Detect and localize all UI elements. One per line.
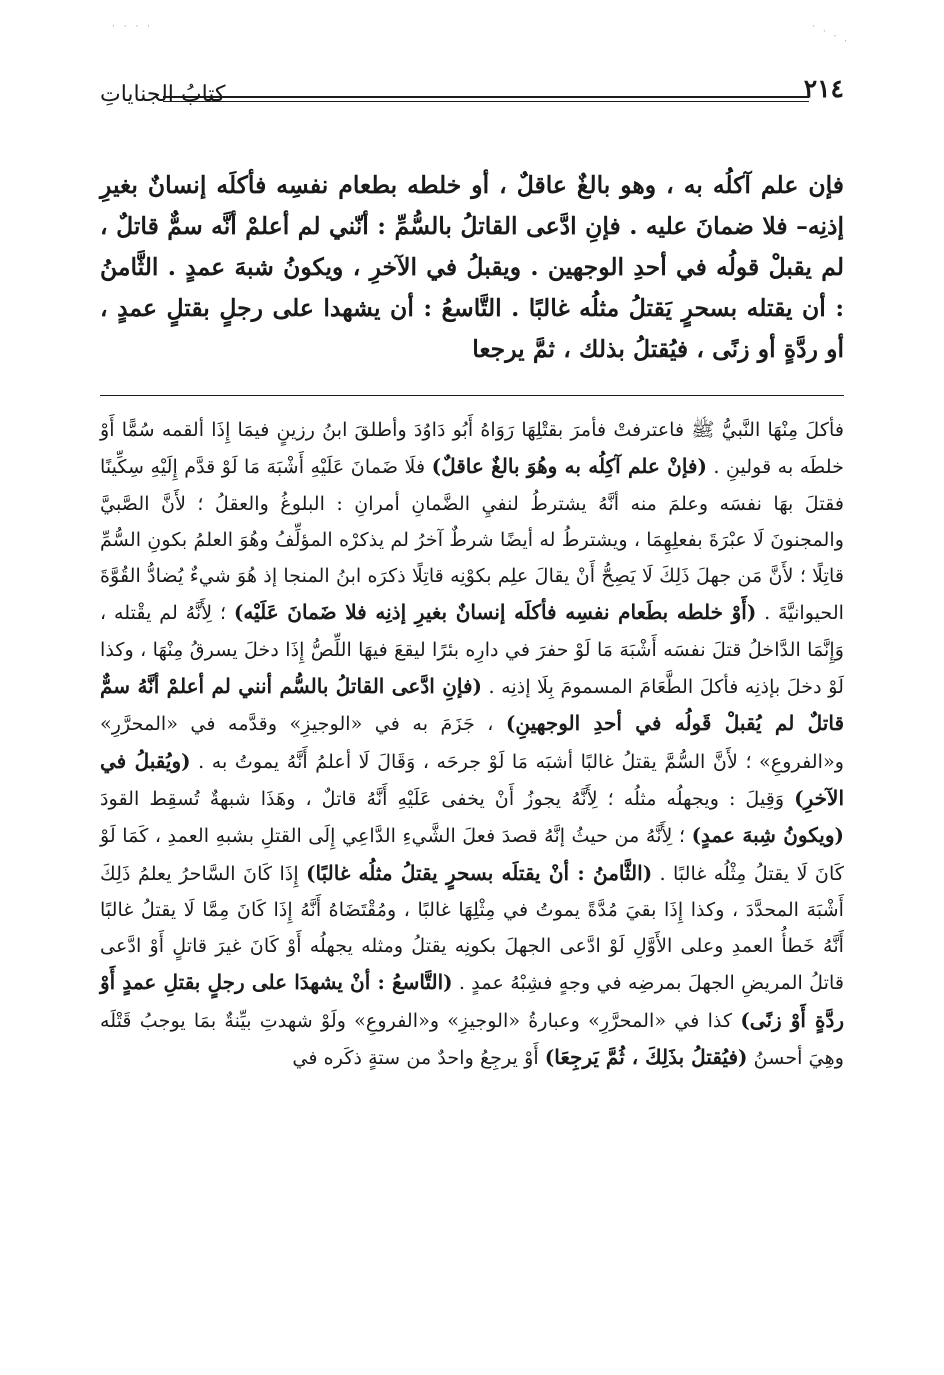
quoted-matn-phrase: (فيُقتلُ بذَلِكَ ، ثُمَّ يَرجِعَا) bbox=[544, 1045, 748, 1070]
scan-speck-mark: · · · · bbox=[112, 22, 154, 32]
footnote-separator bbox=[100, 395, 844, 396]
commentary-run: أَوْ يرجِعُ واحدٌ من ستةٍ ذكَره في bbox=[292, 1046, 545, 1070]
quoted-matn-phrase: (فإنْ علم آكِلُه به وهُوَ بالغٌ عاقلٌ) bbox=[431, 454, 707, 479]
header-rule-thin bbox=[163, 101, 809, 102]
quoted-matn-phrase: (فإنِ ادَّعى القاتلُ بالسُّم أنني لم أعلمْ أنَّهُ سمٌّ قاتلٌ لم يُقبلْ قَولُه في أحدِ الوجهينِ) bbox=[100, 674, 845, 736]
commentary-run: كذا في «المحرَّرِ» وعبارةُ «الوجيزِ» و«الفروعِ» ولَوْ شهدتِ بيِّنةٌ بمَا يوجبُ قَتْلَه وهِيَ أحسنُ bbox=[100, 1008, 844, 1070]
header-rule bbox=[163, 96, 809, 98]
commentary-run: فأكلَ مِنْهَا النَّبيُّ ﷺ فاعترفتْ فأمرَ بقتْلِهَا رَوَاهُ أَبُو دَاوُدَ وأطلقَ ابنُ رزينٍ فيمَا إِذَا ألقمه سُمًّا أَوْ خلطَه به قولينِ . bbox=[100, 418, 844, 479]
quoted-matn-phrase: (ويُقبلُ في الآخرِ) bbox=[100, 748, 844, 810]
quoted-matn-phrase: (أَوْ خلطه بطَعام نفسِه فأكلَه إنسانٌ بغيرِ إذنِه فلا ضَمانَ عَلَيْه) bbox=[233, 600, 757, 625]
commentary-run: فلَا ضَمانَ عَلَيْهِ أَشْبَهَ مَا لَوْ قدَّم إِلَيْهِ سِكِّينًا فقتلَ بهَا نفسَه وعلمَ منه أنَّهُ يشترطُ لنفيِ الضَّمانِ أمرانِ : البلوغُ والعقلُ ؛ لأَنَّ الصَّبيَّ والمجنونَ لَا عبْرَةَ بفعلِهِمَا ، ويشترطُ له أيضًا شرطٌ آخرُ لم يذكرْه المؤلِّفُ وهُوَ العلمُ بكونِ السُّمِّ قاتِلًا ؛ لأَنَّ مَن جهلَ ذَلِكَ لَا يَصِحُّ أَنْ يقالَ علِم بكوْنِه قاتِلًا ذكرَه ابنُ المنجا إذ هُوَ شيءٌ يُضادُّ القُوَّةَ الحيوانيَّةَ . bbox=[100, 455, 844, 625]
commentary-run: إِذَا كَانَ السَّاحرُ يعلمُ ذَلِكَ أَشْبَهَ المحدَّدَ ، وكذا إِذَا بقيَ مُدَّةً يموتُ في مِثْلِهَا غالبًا ، ومُقْتَضَاهُ أَنَّهُ إِذَا كَانَ مِمَّا لَا يقتلُ غالبًا أَنَّهُ خَطأُ العمدِ وعلى الأَوَّلِ لَوْ ادَّعى الجهلَ بكونِه يقتلُ ومثله يجهلُه أَوْ كَانَ غيرَ قاتلٍ أَوْ ادَّعى قاتلُ المريضِ الجهلَ بمرضِه في وجهٍ فشِبْهُ عمدٍ . bbox=[100, 861, 844, 995]
commentary-run: ؛ لِأَنَّهُ من حيثُ إنَّهُ قصدَ فعلَ الشَّيءِ الدَّاعِي إِلَى القتلِ بشبهِ العمدِ ، كَمَا لَوْ كَانَ لَا يقتلُ مِثْلُه غالبًا . bbox=[100, 824, 844, 885]
sharh-commentary bbox=[100, 412, 844, 1076]
quoted-matn-phrase: (ويكونُ شِبهَ عمدٍ) bbox=[691, 823, 844, 848]
commentary-run: ، جَزَمَ به في «الوجيزِ» وقدَّمه في «المحرَّرِ» و«الفروعِ» ؛ لأَنَّ السُّمَّ يقتلُ غالبًا أشبَه مَا لَوْ جرحَه ، وَقَالَ لَا أعلمُ أَنَّهُ يموتُ به . bbox=[100, 712, 844, 773]
quoted-matn-phrase: (الثَّامنُ : أنْ يقتلَه بسحرٍ يقتلُ مثلُه غالبًا) bbox=[306, 860, 653, 885]
commentary-run: ؛ لِأَنَّهُ لم يقْتله ، وَإِنَّمَا الدَّاخلُ قتلَ نفسَه أَشْبَهَ مَا لَوْ حفرَ في دارِه بئرًا ليقعَ فيهَا اللِّصُّ إِذَا دخلَ يسرقُ مِنْهَا ، وكذا لَوْ دخلَ بإذنِه فأكلَ الطَّعَامَ المسمومَ بِلَا إذنِه . bbox=[100, 601, 844, 699]
book-title: كتابُ الجناياتِ bbox=[100, 82, 226, 107]
matn-text: فإن علم آكلُه به ، وهو بالغٌ عاقلٌ ، أو خلطه بطعام نفسِه فأكلَه إنسانٌ بغيرِ إذنِه– فلا ضمانَ عليه . فإنِ ادَّعى القاتلُ بالسُّمِّ : أنّني لم أعلمْ أنَّه سمٌّ قاتلٌ ، لم يقبلْ قولُه في أحدِ الوجهين . ويقبلُ في الآخرِ ، ويكونُ شبهَ عمدٍ . الثَّامنُ : أن يقتله بسحرٍ يَقتلُ مثلُه غالبًا . التَّاسعُ : أن يشهدا على رجلٍ بقتلٍ عمدٍ ، أو ردَّةٍ أو زنًى ، فيُقتلُ بذلك ، ثمَّ يرجعا bbox=[100, 171, 844, 363]
quoted-matn-phrase: (التَّاسعُ : أنْ يشهدَا على رجلٍ بقتلِ عمدٍ أَوْ ردَّةٍ أَوْ زنًى) bbox=[100, 970, 845, 1032]
commentary-run: وَقِيلَ : ويجهلُه مثلُه ؛ لِأَنَّهُ يجوزُ أَنْ يخفى عَلَيْهِ أَنَّهُ قاتلٌ ، وهَذَا شبهةٌ تُسقِط القودَ bbox=[100, 786, 795, 810]
scan-speck-mark: · · · · bbox=[809, 21, 852, 49]
page-header bbox=[100, 70, 844, 120]
page-number: ٢١٤ bbox=[803, 74, 844, 103]
